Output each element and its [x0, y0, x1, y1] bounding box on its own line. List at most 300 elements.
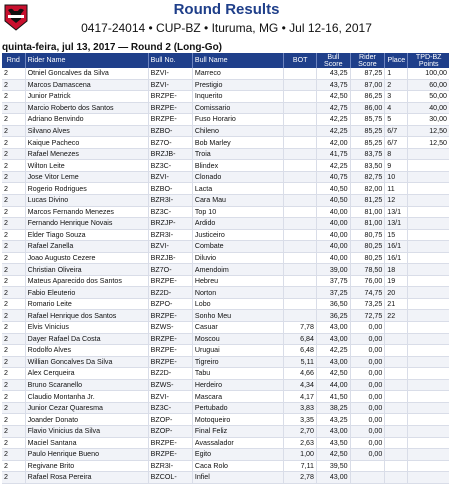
cell-tpd-points: [408, 402, 449, 414]
cell-rider-score: 83,50: [350, 160, 385, 172]
table-row: [2, 322, 449, 334]
cell-rnd: 2: [2, 391, 25, 403]
cell-bull-score: 36,50: [316, 298, 350, 310]
cell-rider-name: Jose Vitor Leme: [25, 171, 148, 183]
cell-tpd-points: 50,00: [408, 91, 449, 103]
cell-bull-score: 40,00: [316, 252, 350, 264]
cell-bull-score: 42,25: [316, 125, 350, 137]
cell-rnd: 2: [2, 206, 25, 218]
cell-bull-name: Pertubado: [192, 402, 284, 414]
cell-rider-score: 82,75: [350, 171, 385, 183]
cell-rider-name: Joander Donato: [25, 414, 148, 426]
cell-rnd: 2: [2, 449, 25, 461]
cell-bull-score: 43,75: [316, 79, 350, 91]
cell-place: 20: [385, 287, 408, 299]
col-bot: BOT: [284, 53, 317, 68]
table-row: [2, 206, 449, 218]
cell-tpd-points: [408, 333, 449, 345]
cell-tpd-points: [408, 287, 449, 299]
cell-rider-score: 80,75: [350, 229, 385, 241]
cell-bot: 6,84: [284, 333, 317, 345]
cell-bot: [284, 79, 317, 91]
cell-tpd-points: [408, 368, 449, 380]
cell-rider-name: Elvis Vinicius: [25, 322, 148, 334]
cell-rider-score: 0,00: [350, 391, 385, 403]
cell-bull-name: Prestigio: [192, 79, 284, 91]
cell-tpd-points: 30,00: [408, 114, 449, 126]
cell-rider-name: Dayer Rafael Da Costa: [25, 333, 148, 345]
cell-rider-score: 73,25: [350, 298, 385, 310]
cell-rider-score: 78,50: [350, 264, 385, 276]
cell-bull-no: BRZPE-: [148, 91, 192, 103]
cell-bull-no: BZVI-: [148, 79, 192, 91]
cell-rnd: 2: [2, 68, 25, 79]
cell-tpd-points: 40,00: [408, 102, 449, 114]
cell-rider-name: Regivane Brito: [25, 460, 148, 472]
cell-bull-name: Tigreiro: [192, 356, 284, 368]
cell-bull-name: Diluvio: [192, 252, 284, 264]
cell-rider-score: 0,00: [350, 322, 385, 334]
cell-place: [385, 322, 408, 334]
cell-bull-no: BRZJB-: [148, 252, 192, 264]
cell-bot: 4,66: [284, 368, 317, 380]
cell-rider-score: 80,25: [350, 252, 385, 264]
cell-bull-no: BZ7O-: [148, 137, 192, 149]
cell-tpd-points: [408, 425, 449, 437]
table-row: [2, 333, 449, 345]
cell-bull-score: 42,00: [316, 137, 350, 149]
cell-place: 16/1: [385, 252, 408, 264]
cell-bull-no: BRZPE-: [148, 356, 192, 368]
cell-bot: 3,35: [284, 414, 317, 426]
event-info: 0417-24014 • CUP-BZ • Ituruma, MG • Jul 12-16, 2017: [81, 21, 372, 35]
cell-tpd-points: [408, 310, 449, 322]
cell-rider-score: 72,75: [350, 310, 385, 322]
cell-bull-score: 40,00: [316, 218, 350, 230]
table-row: [2, 287, 449, 299]
cell-bull-name: Caca Rolo: [192, 460, 284, 472]
cell-bull-score: 40,00: [316, 206, 350, 218]
cell-rider-name: Otniel Goncalves da Silva: [25, 68, 148, 79]
cell-rider-score: 81,00: [350, 206, 385, 218]
cell-bot: [284, 160, 317, 172]
cell-bot: [284, 241, 317, 253]
cell-place: 19: [385, 275, 408, 287]
cell-bull-score: 40,00: [316, 229, 350, 241]
col-rnd: Rnd: [2, 53, 25, 68]
cell-tpd-points: [408, 460, 449, 472]
cell-rider-score: 0,00: [350, 414, 385, 426]
table-row: [2, 241, 449, 253]
cell-place: 2: [385, 79, 408, 91]
cell-bot: 3,83: [284, 402, 317, 414]
cell-place: 15: [385, 229, 408, 241]
cell-bull-name: Herdeiro: [192, 379, 284, 391]
cell-rider-name: Wilton Leite: [25, 160, 148, 172]
cell-bull-score: 43,25: [316, 68, 350, 79]
cell-bull-name: Combate: [192, 241, 284, 253]
cell-rnd: 2: [2, 114, 25, 126]
cell-rider-score: 86,25: [350, 91, 385, 103]
cell-rnd: 2: [2, 137, 25, 149]
cell-bot: [284, 264, 317, 276]
cell-bull-no: BZR3I-: [148, 229, 192, 241]
cell-rider-name: Rafael Menezes: [25, 148, 148, 160]
cell-rider-score: 87,00: [350, 79, 385, 91]
cell-bull-no: BZR3I-: [148, 195, 192, 207]
cell-rider-name: Lucas Divino: [25, 195, 148, 207]
cell-bull-no: BRZPE-: [148, 345, 192, 357]
cell-bull-name: Bob Marley: [192, 137, 284, 149]
cell-bull-name: Fuso Horario: [192, 114, 284, 126]
cell-bull-name: Lobo: [192, 298, 284, 310]
cell-rnd: 2: [2, 437, 25, 449]
cell-bull-no: BRZJB-: [148, 148, 192, 160]
cell-rider-name: Junior Patrick: [25, 91, 148, 103]
cell-rnd: 2: [2, 79, 25, 91]
col-tpd-points: TPD-BZ Points: [408, 53, 449, 68]
cell-bull-name: Mascara: [192, 391, 284, 403]
cell-rider-name: Marcos Fernando Menezes: [25, 206, 148, 218]
cell-rnd: 2: [2, 195, 25, 207]
cell-rnd: 2: [2, 402, 25, 414]
cell-bull-name: Chileno: [192, 125, 284, 137]
cell-rider-name: Bruno Scaranello: [25, 379, 148, 391]
cell-bull-score: 42,25: [316, 160, 350, 172]
cell-rnd: 2: [2, 264, 25, 276]
cell-rider-score: 0,00: [350, 345, 385, 357]
cell-bull-score: 40,75: [316, 171, 350, 183]
col-bull-name: Bull Name: [192, 53, 284, 68]
cell-tpd-points: [408, 148, 449, 160]
cell-place: 9: [385, 160, 408, 172]
table-row: [2, 160, 449, 172]
cell-bot: [284, 298, 317, 310]
cell-rider-name: Fabio Eleuterio: [25, 287, 148, 299]
cell-bull-no: BZ3C-: [148, 402, 192, 414]
cell-bot: [284, 148, 317, 160]
cell-bull-name: Sonho Meu: [192, 310, 284, 322]
cell-tpd-points: [408, 241, 449, 253]
cell-rider-name: Joao Augusto Cezere: [25, 252, 148, 264]
cell-rider-score: 0,00: [350, 333, 385, 345]
cell-bull-score: 43,25: [316, 414, 350, 426]
cell-bull-name: Inquerito: [192, 91, 284, 103]
cell-rnd: 2: [2, 160, 25, 172]
cell-bull-no: BZWS-: [148, 379, 192, 391]
cell-bull-no: BZR3I-: [148, 460, 192, 472]
cell-place: [385, 437, 408, 449]
cell-bull-no: BRZJP-: [148, 218, 192, 230]
cell-rider-name: Junior Cezar Quaresma: [25, 402, 148, 414]
cell-rnd: 2: [2, 345, 25, 357]
cell-bot: [284, 252, 317, 264]
cell-bot: [284, 206, 317, 218]
cell-bull-name: Hebreu: [192, 275, 284, 287]
table-row: [2, 252, 449, 264]
cell-bull-no: BRZPE-: [148, 437, 192, 449]
cell-bull-no: BZ2D-: [148, 287, 192, 299]
cell-rider-name: Paulo Henrique Bueno: [25, 449, 148, 461]
cell-tpd-points: [408, 356, 449, 368]
page-title: Round Results: [173, 1, 280, 18]
cell-bot: [284, 287, 317, 299]
cell-bull-no: BRZPE-: [148, 114, 192, 126]
cell-rnd: 2: [2, 414, 25, 426]
cell-place: 8: [385, 148, 408, 160]
cell-rider-name: Maciel Santana: [25, 437, 148, 449]
cell-rider-score: 85,25: [350, 125, 385, 137]
cell-bull-no: BZPO-: [148, 298, 192, 310]
cell-bull-name: Lacta: [192, 183, 284, 195]
cell-tpd-points: [408, 391, 449, 403]
table-row: [2, 368, 449, 380]
cell-bull-no: BZBO-: [148, 183, 192, 195]
cell-bull-name: Justiceiro: [192, 229, 284, 241]
cell-bull-no: BZVI-: [148, 391, 192, 403]
cell-bull-no: BZ7O-: [148, 264, 192, 276]
cell-place: [385, 414, 408, 426]
cell-bull-name: Motoqueiro: [192, 414, 284, 426]
cell-tpd-points: [408, 379, 449, 391]
cell-rider-name: Rafael Henrique dos Santos: [25, 310, 148, 322]
round-heading: quinta-feira, jul 13, 2017 — Round 2 (Long-Go): [2, 42, 223, 53]
cell-bull-name: Moscou: [192, 333, 284, 345]
cell-bot: [284, 195, 317, 207]
cell-bull-no: BZVI-: [148, 171, 192, 183]
cell-tpd-points: [408, 195, 449, 207]
cell-bull-no: BZ3C-: [148, 206, 192, 218]
cell-bot: 7,78: [284, 322, 317, 334]
cell-bull-score: 43,00: [316, 472, 350, 484]
cell-bull-score: 42,75: [316, 102, 350, 114]
cell-rider-name: Marcio Roberto dos Santos: [25, 102, 148, 114]
cell-place: 4: [385, 102, 408, 114]
cell-rider-score: 81,25: [350, 195, 385, 207]
cell-bull-name: Comissario: [192, 102, 284, 114]
cell-rider-score: 82,00: [350, 183, 385, 195]
table-row: [2, 79, 449, 91]
cell-tpd-points: [408, 298, 449, 310]
cell-bot: 7,11: [284, 460, 317, 472]
cell-bull-score: 42,25: [316, 345, 350, 357]
cell-rider-score: 0,00: [350, 449, 385, 461]
cell-bull-no: BRZPE-: [148, 310, 192, 322]
cell-bot: [284, 102, 317, 114]
cell-place: 16/1: [385, 241, 408, 253]
cell-rider-name: Claudio Montanha Jr.: [25, 391, 148, 403]
table-row: [2, 148, 449, 160]
cell-tpd-points: [408, 414, 449, 426]
cell-rider-name: Alex Cerqueira: [25, 368, 148, 380]
cell-rnd: 2: [2, 368, 25, 380]
cell-rider-score: 0,00: [350, 368, 385, 380]
cell-bot: 4,34: [284, 379, 317, 391]
cell-place: 11: [385, 183, 408, 195]
cell-bot: 6,48: [284, 345, 317, 357]
cell-rider-name: Adriano Benvindo: [25, 114, 148, 126]
cell-rnd: 2: [2, 183, 25, 195]
cell-bot: [284, 91, 317, 103]
cell-tpd-points: [408, 160, 449, 172]
cell-bull-no: BZ2D-: [148, 368, 192, 380]
cell-rnd: 2: [2, 229, 25, 241]
cell-bull-score: 43,50: [316, 437, 350, 449]
cell-rider-name: Christian Oliveira: [25, 264, 148, 276]
col-bull-no: Bull No.: [148, 53, 192, 68]
cell-tpd-points: [408, 218, 449, 230]
col-rider-score: Rider Score: [350, 53, 385, 68]
cell-rider-score: 81,00: [350, 218, 385, 230]
cell-bull-name: Top 10: [192, 206, 284, 218]
cell-bot: [284, 310, 317, 322]
cell-bull-score: 43,00: [316, 425, 350, 437]
cell-rider-name: Romario Leite: [25, 298, 148, 310]
table-row: [2, 437, 449, 449]
cell-bot: [284, 137, 317, 149]
cell-place: [385, 449, 408, 461]
cell-bull-no: BRZPE-: [148, 449, 192, 461]
cell-tpd-points: 12,50: [408, 137, 449, 149]
cell-rnd: 2: [2, 287, 25, 299]
table-row: [2, 460, 449, 472]
cell-rnd: 2: [2, 356, 25, 368]
cell-bull-score: 42,50: [316, 368, 350, 380]
cell-place: [385, 472, 408, 484]
cell-bull-no: BZVI-: [148, 68, 192, 79]
cell-rnd: 2: [2, 171, 25, 183]
cell-rnd: 2: [2, 333, 25, 345]
cell-place: 5: [385, 114, 408, 126]
cell-bull-score: 36,25: [316, 310, 350, 322]
cell-rider-score: 0,00: [350, 379, 385, 391]
table-row: [2, 310, 449, 322]
table-row: [2, 449, 449, 461]
cell-tpd-points: [408, 472, 449, 484]
cell-rider-score: 0,00: [350, 402, 385, 414]
cell-rider-name: Rodolfo Alves: [25, 345, 148, 357]
cell-bull-score: 43,00: [316, 322, 350, 334]
cell-rnd: 2: [2, 460, 25, 472]
cell-bull-name: Uruguai: [192, 345, 284, 357]
cell-bot: [284, 114, 317, 126]
cell-bull-no: BRZPE-: [148, 102, 192, 114]
table-row: [2, 472, 449, 484]
cell-rider-score: [350, 472, 385, 484]
cell-bull-name: Infiel: [192, 472, 284, 484]
table-row: [2, 414, 449, 426]
cell-bull-no: BZBO-: [148, 125, 192, 137]
cell-bull-no: BZCOL-: [148, 472, 192, 484]
table-row: [2, 218, 449, 230]
cell-tpd-points: [408, 345, 449, 357]
cell-rider-name: Mateus Aparecido dos Santos: [25, 275, 148, 287]
cell-place: [385, 425, 408, 437]
cell-tpd-points: [408, 229, 449, 241]
cell-rider-score: [350, 460, 385, 472]
table-row: [2, 183, 449, 195]
table-body: [2, 68, 449, 483]
cell-bot: [284, 171, 317, 183]
cell-tpd-points: [408, 206, 449, 218]
cell-bull-name: Casuar: [192, 322, 284, 334]
cell-rider-name: Fernando Henrique Novais: [25, 218, 148, 230]
cell-bull-score: 37,75: [316, 275, 350, 287]
cell-rider-name: Elder Tiago Souza: [25, 229, 148, 241]
cell-place: [385, 460, 408, 472]
cell-bot: [284, 125, 317, 137]
cell-place: [385, 402, 408, 414]
cell-bull-score: 43,00: [316, 333, 350, 345]
cell-place: 13/1: [385, 218, 408, 230]
table-row: [2, 195, 449, 207]
cell-rnd: 2: [2, 322, 25, 334]
table-row: [2, 264, 449, 276]
cell-rider-score: 85,25: [350, 137, 385, 149]
table-row: [2, 102, 449, 114]
cell-place: 6/7: [385, 137, 408, 149]
cell-rnd: 2: [2, 102, 25, 114]
cell-rider-score: 85,75: [350, 114, 385, 126]
cell-bull-score: 42,50: [316, 449, 350, 461]
cell-rnd: 2: [2, 125, 25, 137]
cell-rider-score: 74,75: [350, 287, 385, 299]
cell-tpd-points: [408, 264, 449, 276]
cell-place: 6/7: [385, 125, 408, 137]
cell-place: 21: [385, 298, 408, 310]
cell-tpd-points: [408, 252, 449, 264]
cell-rider-name: Rafael Zanella: [25, 241, 148, 253]
cell-rider-score: 86,00: [350, 102, 385, 114]
table-row: [2, 125, 449, 137]
cell-rider-name: Marcos Damascena: [25, 79, 148, 91]
cell-rider-name: Silvano Alves: [25, 125, 148, 137]
cell-place: [385, 379, 408, 391]
cell-rnd: 2: [2, 241, 25, 253]
cell-place: 12: [385, 195, 408, 207]
cell-tpd-points: [408, 171, 449, 183]
cell-bull-score: 40,50: [316, 183, 350, 195]
cell-rider-score: 76,00: [350, 275, 385, 287]
table-row: [2, 91, 449, 103]
cell-bull-name: Egito: [192, 449, 284, 461]
cell-bull-no: BRZPE-: [148, 333, 192, 345]
cell-bull-score: 43,00: [316, 356, 350, 368]
cell-bull-name: Troia: [192, 148, 284, 160]
cell-tpd-points: [408, 183, 449, 195]
table-row: [2, 137, 449, 149]
cell-bull-name: Blindex: [192, 160, 284, 172]
cell-bot: 1,00: [284, 449, 317, 461]
cell-place: [385, 356, 408, 368]
cell-bull-no: BZ3C-: [148, 160, 192, 172]
cell-bot: [284, 68, 317, 79]
cell-bull-name: Norton: [192, 287, 284, 299]
table-row: [2, 356, 449, 368]
table-row: [2, 425, 449, 437]
cell-rnd: 2: [2, 252, 25, 264]
table-row: [2, 379, 449, 391]
cell-tpd-points: 60,00: [408, 79, 449, 91]
cell-bull-score: 37,25: [316, 287, 350, 299]
cell-bot: [284, 229, 317, 241]
cell-tpd-points: [408, 322, 449, 334]
cell-bot: [284, 218, 317, 230]
table-row: [2, 275, 449, 287]
cell-bot: 2,78: [284, 472, 317, 484]
cell-bot: 2,63: [284, 437, 317, 449]
cell-place: 3: [385, 91, 408, 103]
